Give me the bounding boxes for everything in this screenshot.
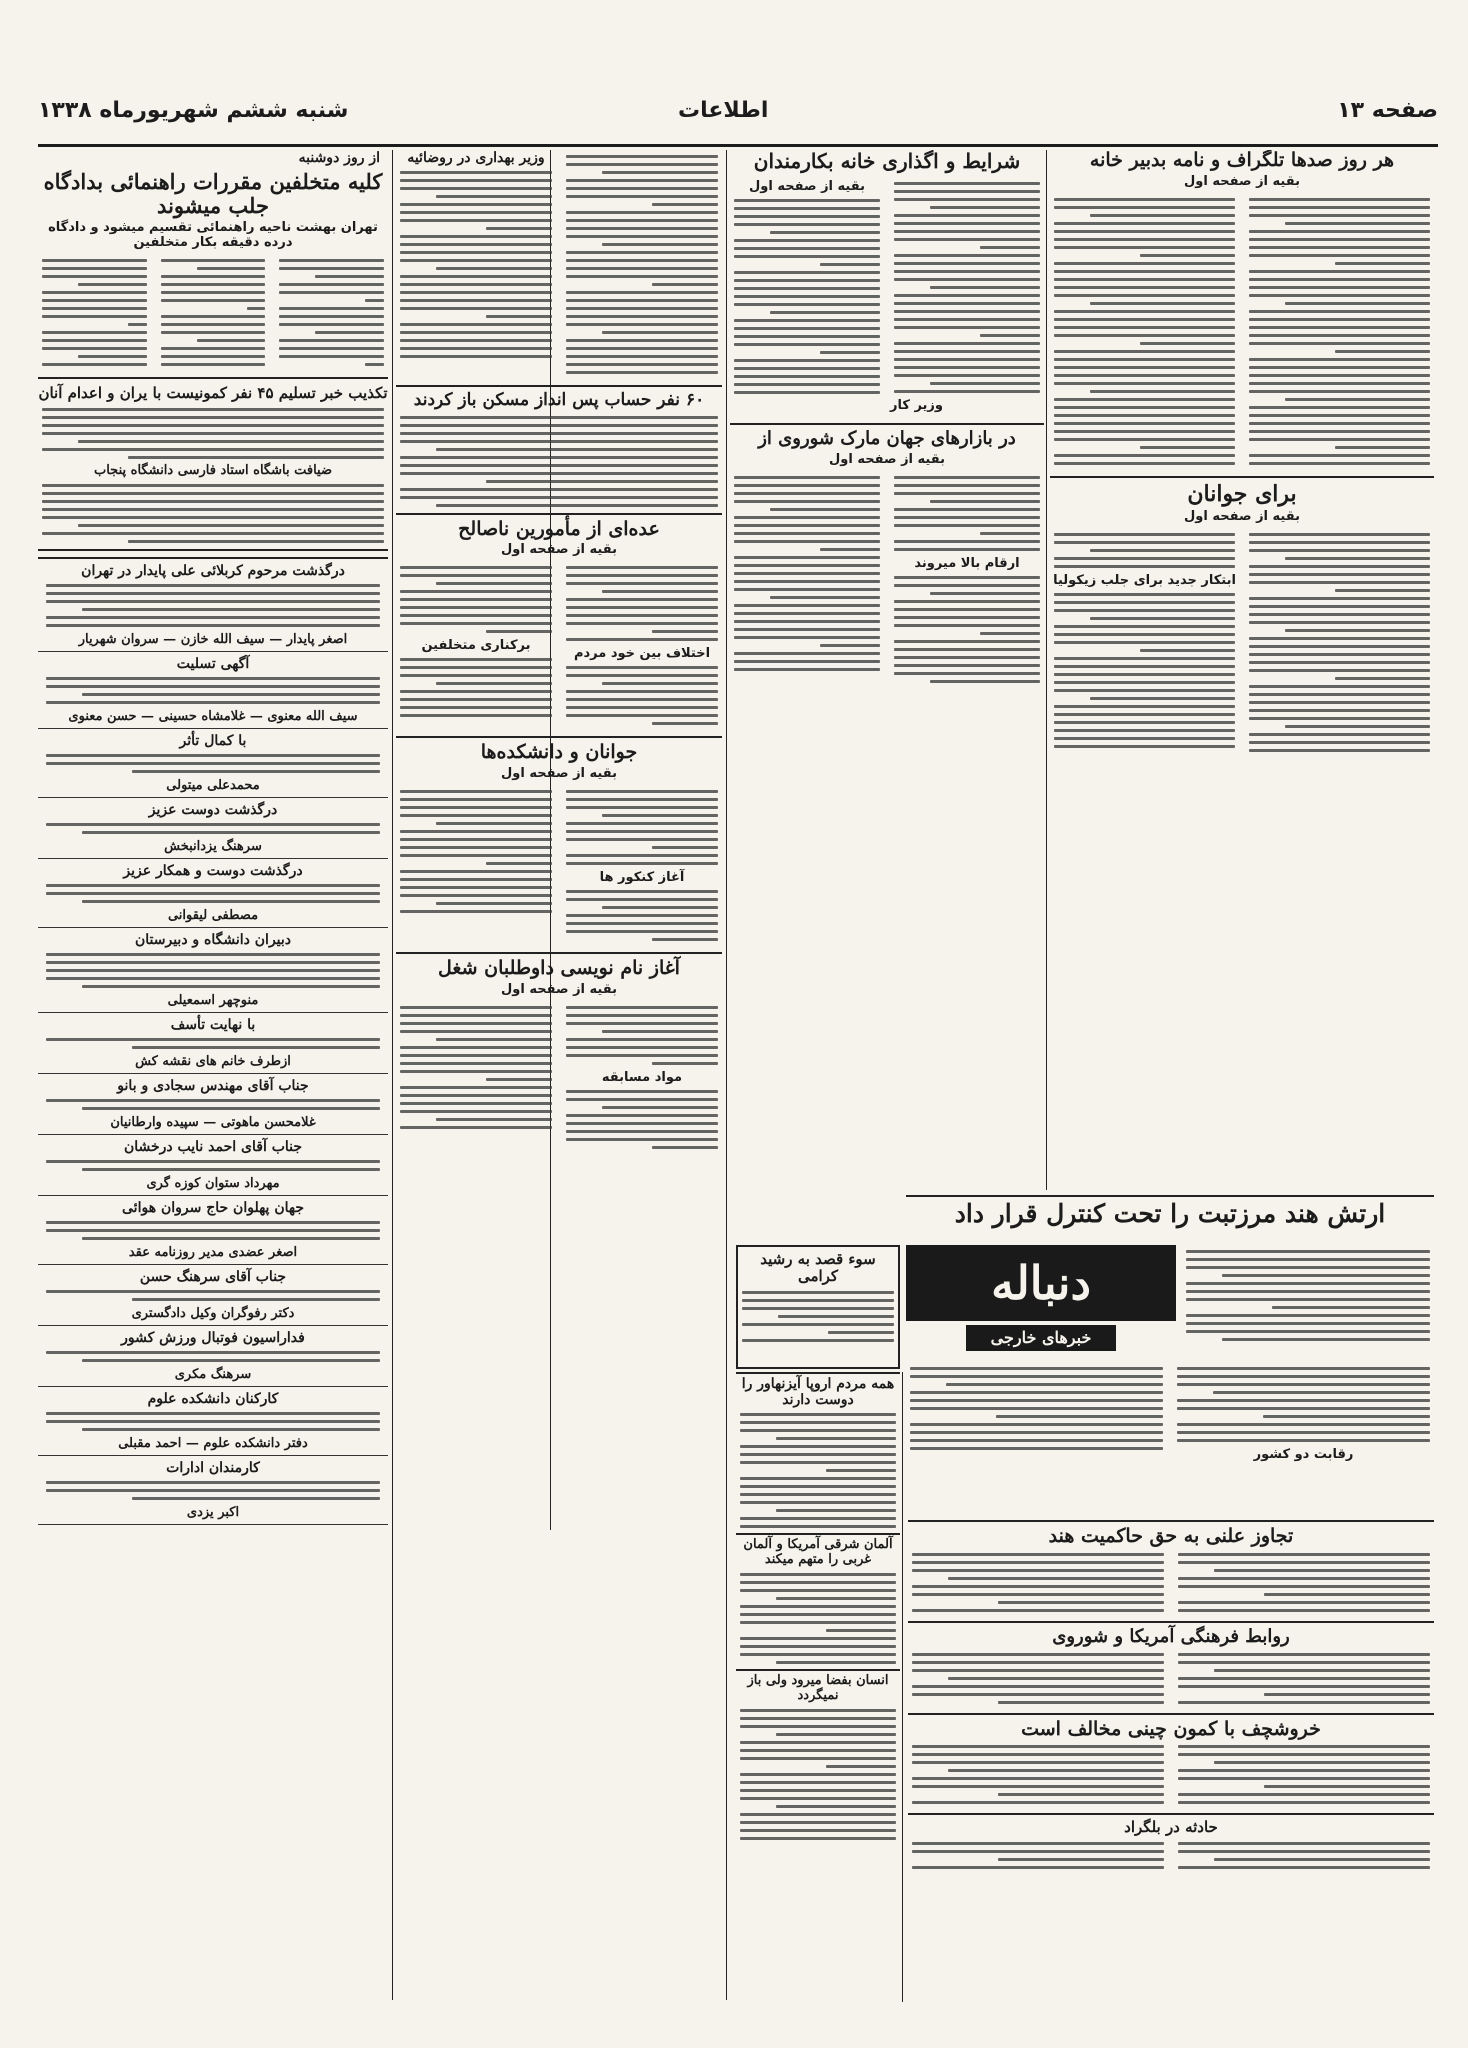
ad-signature: محمدعلی میتولی — [166, 777, 260, 793]
ad-item — [38, 1135, 388, 1196]
lead-headline: کلیه متخلفین مقررات راهنمائی بدادگاه جلب میشوند — [43, 169, 383, 219]
logo-word: دنباله — [906, 1245, 1176, 1321]
headline-india-sovereignty: تجاوز علنی به حق حاکمیت هند — [908, 1520, 1434, 1548]
box-headline: سوء قصد به رشید کرامی — [760, 1250, 876, 1286]
continued-note: بقیه از صفحه اول — [1184, 509, 1300, 525]
headline-telegrams: هر روز صدها تلگراف و نامه بدبیر خانه — [1089, 150, 1395, 171]
column-rule — [902, 1372, 903, 2002]
ad-signature: اصغر پایدار — سیف الله خازن — سروان شهریار — [78, 631, 348, 647]
continued-note: بقیه از صفحه اول — [1184, 173, 1300, 189]
continued-note: بقیه از صفحه اول — [501, 542, 617, 558]
ad-signature: اصغر عضدی مدیر روزنامه عقد — [128, 1244, 298, 1260]
headline-officials: عده‌ای از مأمورین ناصالح — [396, 513, 722, 541]
masthead — [38, 86, 1438, 147]
column-rule — [392, 150, 393, 2000]
india-story-text — [1182, 1245, 1434, 1346]
logo-tag: خبرهای خارجی — [966, 1325, 1116, 1351]
ad-signature: دکتر رفوگران وکیل دادگستری — [131, 1305, 295, 1321]
ad-signature: سرهنگ مکری — [174, 1366, 252, 1382]
ad-signature: سرهنگ یزدانبخش — [164, 838, 262, 854]
inline-subhead: آغاز کنکور ها — [599, 870, 685, 886]
ad-item — [38, 652, 388, 729]
ad-item — [38, 1265, 388, 1326]
ad-item — [38, 1196, 388, 1265]
headline-job-applicants: آغاز نام نویسی داوطلبان شغل — [396, 952, 722, 980]
column-left — [38, 150, 388, 2010]
ad-title: با کمال تأثر — [179, 732, 247, 749]
ad-item — [38, 559, 388, 652]
assassination-box — [736, 1245, 900, 1369]
ad-signature: مهرداد ستوان کوزه گری — [146, 1175, 280, 1191]
lower-right-stories — [908, 1520, 1434, 1874]
page-label: صفحه ۱۳ — [1337, 98, 1438, 123]
ad-item — [38, 1456, 388, 1525]
section-rule — [906, 1195, 1434, 1197]
paper-name: اطلاعات — [678, 98, 769, 123]
inline-subhead: ارقام بالا میروند — [914, 555, 1020, 571]
ad-title: جناب آقای احمد نایب درخشان — [123, 1138, 303, 1155]
ad-item — [38, 928, 388, 1013]
ad-signature: مصطفی لیقوانی — [167, 907, 259, 923]
headline-housing-accounts: ۶۰ نفر حساب پس انداز مسکن باز کردند — [396, 385, 722, 411]
ad-title: جهان پهلوان حاج سروان هوائی — [122, 1199, 304, 1216]
ad-title: درگذشت مرحوم کربلائی علی پایدار در تهران — [81, 562, 345, 579]
ad-title: کارمندان ادارات — [166, 1459, 260, 1476]
continued-note: بقیه از صفحه اول — [501, 982, 617, 998]
headline-us-soviet-culture: روابط فرهنگی آمریکا و شوروی — [908, 1621, 1434, 1648]
headline-health-minister: وزیر بهداری در روضائیه — [407, 150, 545, 166]
headline-india-army: ارتش هند مرزتبت را تحت کنترل قرار داد — [954, 1199, 1386, 1228]
condolence-ads — [38, 557, 388, 1525]
top-kicker: از روز دوشنبه — [298, 150, 380, 166]
headline-soviet-markets: در بازارهای جهان مارک شوروی از — [730, 423, 1044, 450]
ad-signature: سیف الله معنوی — غلامشاه حسینی — حسن معنوی — [68, 708, 358, 724]
inline-subhead: رقابت دو کشور — [1253, 1447, 1354, 1462]
ad-item — [38, 798, 388, 859]
headline-for-youth: برای جوانان — [1050, 476, 1434, 507]
headline-east-germany: آلمان شرقی آمریکا و آلمان غربی را متهم میکند — [736, 1533, 900, 1568]
col3-lower — [736, 1376, 900, 1845]
headline-space-man: انسان بفضا میرود ولی باز نمیگردد — [736, 1669, 900, 1704]
ad-title: با نهایت تأسف — [170, 1016, 256, 1033]
headline-khrushchev: خروشچف با کمون چینی مخالف است — [908, 1713, 1434, 1741]
ad-item — [38, 729, 388, 798]
ad-title: کارکنان دانشکده علوم — [147, 1390, 279, 1407]
ad-title: جناب آقای مهندس سجادی و بانو — [117, 1077, 309, 1094]
column-rule — [1046, 150, 1047, 1190]
ad-item — [38, 1387, 388, 1456]
ad-signature: غلامحسن ماهوتی — سپیده وارطانیان — [110, 1114, 316, 1130]
column-rule — [726, 150, 727, 2000]
ad-title: درگذشت دوست عزیز — [148, 801, 278, 818]
ad-signature: ازطرف خانم های نقشه کش — [135, 1053, 291, 1069]
continued-note: بقیه از صفحه اول — [829, 451, 945, 467]
headline-europe-eisenhower: همه مردم اروپا آیزنهاور را دوست دارند — [741, 1376, 895, 1409]
foreign-news-logo — [906, 1245, 1176, 1355]
inline-subhead: برکناری متخلفین — [421, 638, 531, 654]
lead-subhead: تهران بهشت ناحیه راهنمائی تقسیم میشود و دادگاه درده دقیقه بکار متخلفین — [48, 220, 378, 251]
ad-item — [38, 859, 388, 928]
column-center-left — [396, 150, 722, 2010]
headline-belgrade: حادثه در بلگراد — [908, 1813, 1434, 1836]
ad-title: دبیران دانشگاه و دبیرستان — [134, 931, 292, 948]
ad-item — [38, 1013, 388, 1074]
ad-signature: دفتر دانشکده علوم — احمد مقبلی — [118, 1435, 308, 1451]
ad-title: آگهی تسلیت — [176, 655, 250, 672]
second-headline: تکذیب خبر تسلیم ۴۵ نفر کمونیست با یران و اعدام آنان — [38, 384, 388, 403]
column-right — [1050, 150, 1434, 1190]
ad-title: جناب آقای سرهنگ حسن — [139, 1268, 287, 1285]
continued-note: بقیه از صفحه اول — [501, 766, 617, 782]
byline: وزیر کار — [890, 398, 943, 413]
date-line: شنبه ششم شهریورماه ۱۳۳۸ — [38, 98, 349, 123]
inline-subhead: اختلاف بین خود مردم — [573, 646, 711, 662]
headline-housing-employees: شرایط و اگذاری خانه بکارمندان — [753, 150, 1021, 173]
india-story-body — [906, 1362, 1434, 1466]
ad-title: فداراسیون فوتبال ورزش کشور — [121, 1329, 305, 1346]
third-headline: ضیافت باشگاه استاد فارسی دانشگاه پنجاب — [93, 462, 332, 478]
ad-item — [38, 1326, 388, 1387]
ad-item — [38, 1074, 388, 1135]
inline-subhead: ابتکار جدید برای جلب زیکولیا — [1053, 573, 1236, 589]
ad-signature: منوچهر اسمعیلی — [167, 992, 259, 1008]
ad-signature: اکبر یزدی — [186, 1504, 240, 1520]
inline-subhead: مواد مسابقه — [601, 1070, 683, 1086]
section-rule — [736, 1372, 900, 1374]
continued-note: بقیه از صفحه اول — [749, 179, 865, 194]
ad-title: درگذشت دوست و همکار عزیز — [123, 862, 303, 879]
headline-youth-universities: جوانان و دانشکده‌ها — [396, 736, 722, 764]
